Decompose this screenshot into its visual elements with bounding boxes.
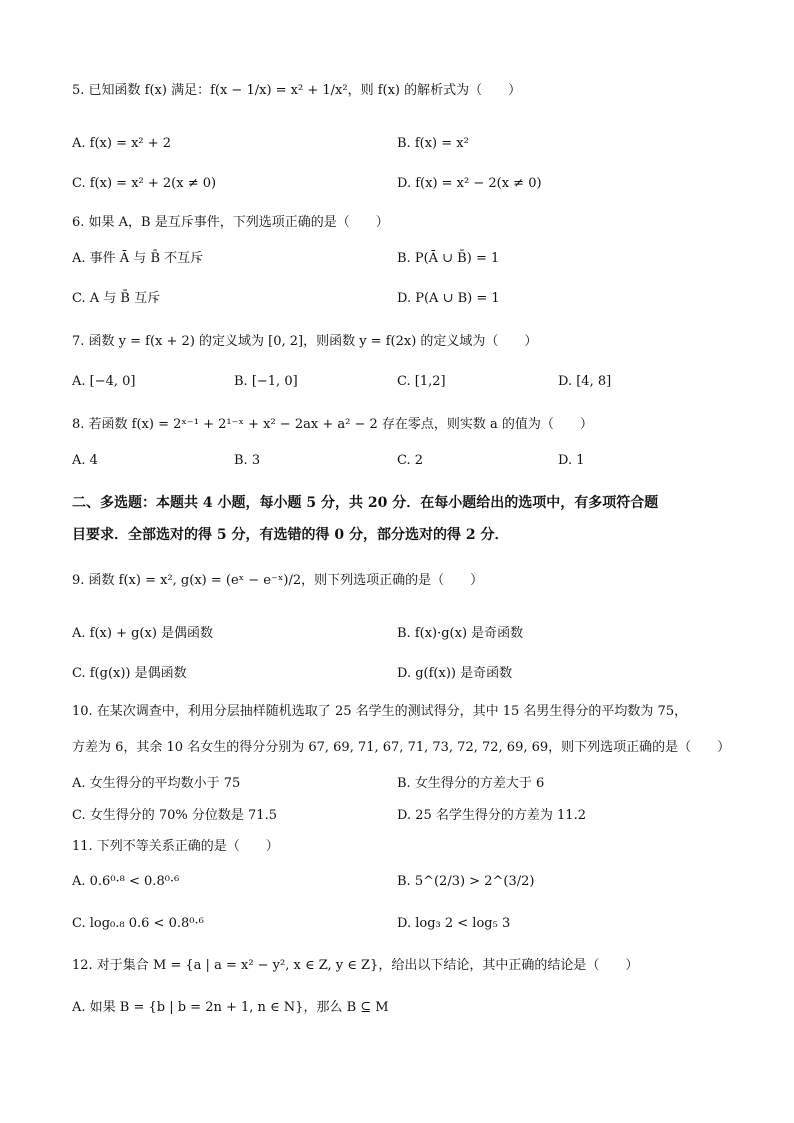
section2-line2: 目要求．全部选对的得 5 分，有选错的得 0 分，部分选对的得 2 分． <box>72 527 509 543</box>
q8-option-c: C. 2 <box>397 453 424 468</box>
q12-stem: 12. 对于集合 M = {a | a = x² − y², x ∈ Z, y ∈ Z}，给出以下结论，其中正确的结论是（ ） <box>72 958 639 973</box>
q8-option-d: D. 1 <box>558 453 585 468</box>
q11-option-c: C. log₀.₈ 0.6 < 0.8⁰·⁶ <box>72 916 204 931</box>
q12-option-a: A. 如果 B = {b | b = 2n + 1, n ∈ N}，那么 B ⊆ M <box>72 1000 389 1015</box>
q8-option-a: A. 4 <box>72 453 98 468</box>
q9-option-a: A. f(x) + g(x) 是偶函数 <box>72 626 214 641</box>
q8-option-b: B. 3 <box>234 453 261 468</box>
q9-option-c: C. f(g(x)) 是偶函数 <box>72 666 187 681</box>
q6-option-d: D. P(A ∪ B) = 1 <box>397 291 500 306</box>
q7-option-b: B. [−1, 0] <box>234 374 298 389</box>
q8-stem: 8. 若函数 f(x) = 2ˣ⁻¹ + 2¹⁻ˣ + x² − 2ax + a² − 2 存在零点，则实数 a 的值为（ ） <box>72 417 593 432</box>
q10-option-c: C. 女生得分的 70% 分位数是 71.5 <box>72 808 277 823</box>
q6-option-c: C. A 与 B̄ 互斥 <box>72 291 161 306</box>
q6-option-a: A. 事件 Ā 与 B̄ 不互斥 <box>72 251 204 266</box>
q5-option-b: B. f(x) = x² <box>397 136 469 151</box>
q9-stem: 9. 函数 f(x) = x², g(x) = (eˣ − e⁻ˣ)/2，则下列选项正确的是（ ） <box>72 573 484 588</box>
q10-option-a: A. 女生得分的平均数小于 75 <box>72 776 241 791</box>
q10-stem-line2: 方差为 6，其余 10 名女生的得分分别为 67, 69, 71, 67, 71, 73, 72, 72, 69, 69，则下列选项正确的是（ ） <box>72 740 731 755</box>
q5-option-d: D. f(x) = x² − 2(x ≠ 0) <box>397 176 542 191</box>
q5-stem: 5. 已知函数 f(x) 满足：f(x − 1/x) = x² + 1/x²，则 f(x) 的解析式为（ ） <box>72 83 522 98</box>
q10-stem-line1: 10. 在某次调查中，利用分层抽样随机选取了 25 名学生的测试得分，其中 15 名男生得分的平均数为 75， <box>72 704 688 719</box>
q7-option-c: C. [1,2] <box>397 374 446 389</box>
q7-option-d: D. [4, 8] <box>558 374 612 389</box>
q10-option-b: B. 女生得分的方差大于 6 <box>397 776 545 791</box>
q7-stem: 7. 函数 y = f(x + 2) 的定义域为 [0, 2]，则函数 y = f(2x) 的定义域为（ ） <box>72 334 538 349</box>
q6-option-b: B. P(Ā ∪ B̄) = 1 <box>397 251 500 266</box>
q11-option-d: D. log₃ 2 < log₅ 3 <box>397 916 511 931</box>
q11-option-a: A. 0.6⁰·⁸ < 0.8⁰·⁶ <box>72 874 180 889</box>
q7-option-a: A. [−4, 0] <box>72 374 136 389</box>
q9-option-d: D. g(f(x)) 是奇函数 <box>397 666 513 681</box>
q5-option-c: C. f(x) = x² + 2(x ≠ 0) <box>72 176 217 191</box>
q5-option-a: A. f(x) = x² + 2 <box>72 136 172 151</box>
q6-stem: 6. 如果 A，B 是互斥事件，下列选项正确的是（ ） <box>72 215 389 230</box>
section2-line1: 二、多选题：本题共 4 小题，每小题 5 分，共 20 分．在每小题给出的选项中，有多项符合题 <box>72 495 659 511</box>
q9-option-b: B. f(x)·g(x) 是奇函数 <box>397 626 524 641</box>
q11-stem: 11. 下列不等关系正确的是（ ） <box>72 839 279 854</box>
q11-option-b: B. 5^(2/3) > 2^(3/2) <box>397 874 535 889</box>
q10-option-d: D. 25 名学生得分的方差为 11.2 <box>397 808 586 823</box>
